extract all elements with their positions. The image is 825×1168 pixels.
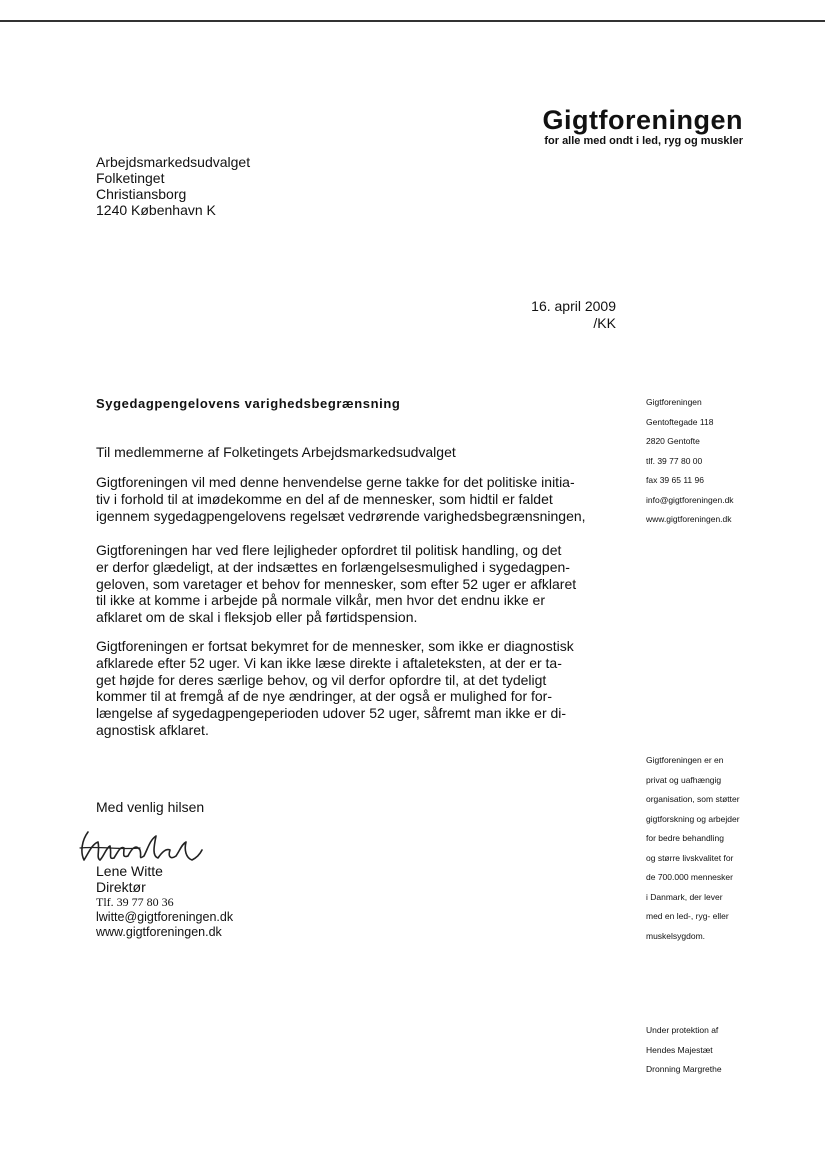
sidebar-line: organisation, som støtter <box>646 794 740 804</box>
reference: /KK <box>593 315 616 331</box>
text-line: agnostisk afklaret. <box>96 721 209 738</box>
sidebar-line: i Danmark, der lever <box>646 891 723 902</box>
recipient-line: 1240 København K <box>96 202 216 218</box>
recipient-line: Arbejdsmarkedsudvalget <box>96 154 251 170</box>
sidebar-line: Gigtforeningen er en <box>646 755 724 765</box>
sidebar-line: info@gigtforeningen.dk <box>646 494 734 505</box>
text-line: afklarede efter 52 uger. Vi kan ikke læse direkte i aftaleteksten, at der er ta- <box>96 654 562 671</box>
recipient-line: Christiansborg <box>96 186 187 202</box>
sidebar-line: for bedre behandling <box>646 833 724 843</box>
paragraph-1 <box>96 474 616 524</box>
sidebar-line: www.gigtforeningen.dk <box>646 514 732 524</box>
text-line: afklaret om de skal i fleksjob eller på førtidspension. <box>96 609 418 626</box>
sidebar-line: fax 39 65 11 96 <box>646 475 704 485</box>
top-rule <box>0 20 825 22</box>
sidebar-line: Under protektion af <box>646 1025 719 1035</box>
signer-title: Direktør <box>96 879 146 895</box>
sidebar-line: Gigtforeningen <box>646 397 702 407</box>
sidebar-line: Hendes Majestæt <box>646 1044 713 1055</box>
subject-heading: Sygedagpengelovens varighedsbegrænsning <box>96 396 401 411</box>
letterhead-logo <box>543 104 743 148</box>
text-line: til ikke at komme i arbejde på normale vilkår, men hvor det endnu ikke er <box>96 592 545 609</box>
sidebar-address <box>646 393 734 530</box>
text-line: Gigtforeningen vil med denne henvendelse gerne takke for det politiske initia- <box>96 474 575 490</box>
signer-phone: Tlf. 39 77 80 36 <box>96 895 174 909</box>
text-line: kommer til at fremgå af de nye ændringer, at der også er mulighed for for- <box>96 688 552 705</box>
sidebar-patron <box>646 1021 722 1080</box>
signature-block <box>96 863 233 940</box>
recipient-address <box>96 154 250 218</box>
signer-name: Lene Witte <box>96 863 163 879</box>
sidebar-line: muskelsygdom. <box>646 930 706 941</box>
signer-email: lwitte@gigtforeningen.dk <box>96 910 234 924</box>
text-line: geloven, som varetager et behov for mennesker, som efter 52 uger er afklaret <box>96 575 577 592</box>
signer-web: www.gigtforeningen.dk <box>96 925 222 939</box>
sidebar-line: tlf. 39 77 80 00 <box>646 455 703 466</box>
paragraph-2 <box>96 542 616 626</box>
sidebar-line: de 700.000 mennesker <box>646 872 733 882</box>
logo-tagline: for alle med ondt i led, ryg og muskler <box>544 135 743 147</box>
sidebar-line: Gentoftegade 118 <box>646 416 714 427</box>
text-line: get højde for deres særlige behov, og vil derfor opfordre til, at det tydeligt <box>96 671 547 688</box>
paragraph-3 <box>96 638 616 739</box>
sidebar-line: Dronning Margrethe <box>646 1064 722 1074</box>
text-line: længelse af sygedagpengeperioden udover 52 uger, såfremt man ikke er di- <box>96 705 567 722</box>
date-block <box>480 298 616 332</box>
text-line: Gigtforeningen er fortsat bekymret for de mennesker, som ikke er diagnostisk <box>96 638 574 654</box>
logo-name: Gigtforeningen <box>542 105 743 135</box>
recipient-line: Folketinget <box>96 170 165 186</box>
sidebar-line: og større livskvalitet for <box>646 852 734 863</box>
text-line: tiv i forhold til at imødekomme en del af de mennesker, som hidtil er faldet <box>96 490 553 507</box>
sidebar-about <box>646 751 740 946</box>
text-line: er derfor glædeligt, at der indsættes en forlængelsesmulighed i sygedagpen- <box>96 558 570 575</box>
sidebar-line: privat og uafhængig <box>646 774 722 785</box>
text-line: igennem sygedagpengelovens regelsæt vedrørende varighedsbegrænsningen, <box>96 507 586 524</box>
sidebar-line: med en led-, ryg- eller <box>646 911 729 921</box>
letter-date: 16. april 2009 <box>531 298 616 314</box>
text-line: Gigtforeningen har ved flere lejligheder opfordret til politisk handling, og det <box>96 542 562 558</box>
closing: Med venlig hilsen <box>96 799 205 815</box>
salutation: Til medlemmerne af Folketingets Arbejdsmarkedsudvalget <box>96 444 456 460</box>
sidebar-line: 2820 Gentofte <box>646 436 700 446</box>
sidebar-line: gigtforskning og arbejder <box>646 813 740 824</box>
